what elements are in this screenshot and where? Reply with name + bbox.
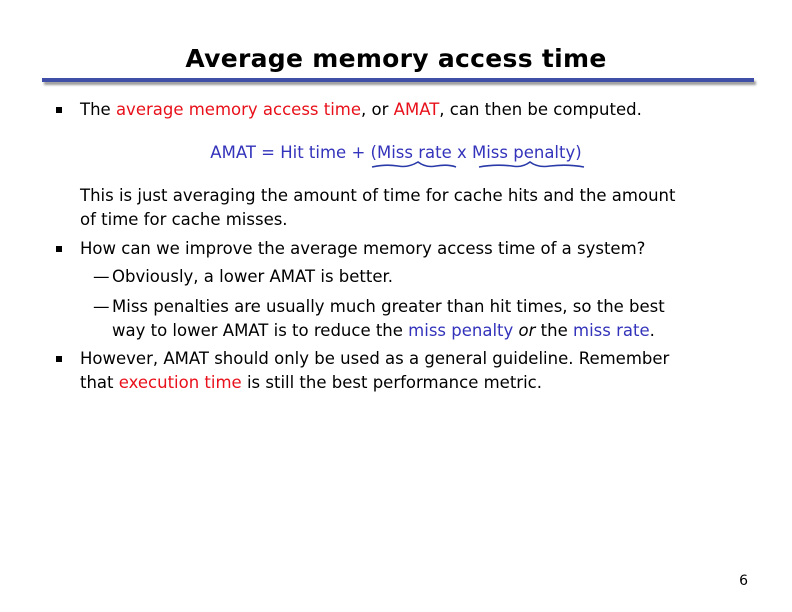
bullet-guideline-line-1: However, AMAT should only be used as a general guideline. Remember — [80, 349, 670, 368]
text: , or — [361, 100, 394, 119]
bullet-marker — [56, 356, 62, 362]
bullet-improve-amat: How can we improve the average memory access time of a system? — [80, 239, 646, 258]
text: , can then be computed. — [439, 100, 642, 119]
term-execution-time: execution time — [118, 373, 242, 392]
sub-bullet-lower-amat: Obviously, a lower AMAT is better. — [112, 267, 394, 286]
text: is still the best performance metric. — [241, 373, 542, 392]
explanation-line-2: of time for cache misses. — [80, 210, 288, 229]
bullet-guideline-line-2 — [80, 373, 542, 393]
page-number: 6 — [739, 573, 748, 589]
dash-marker: — — [93, 297, 110, 316]
amat-formula: AMAT = Hit time + (Miss rate x Miss penalty) — [210, 143, 582, 162]
term-miss-rate: miss rate — [573, 321, 650, 340]
brace-miss-penalty — [479, 162, 584, 167]
text: . — [649, 321, 655, 340]
text: that — [80, 373, 119, 392]
text: way to lower AMAT is to reduce the — [112, 321, 409, 340]
sub-bullet-miss-penalties-line-1: Miss penalties are usually much greater than hit times, so the best — [112, 297, 665, 316]
explanation-line-1: This is just averaging the amount of time for cache hits and the amount — [80, 186, 676, 205]
text: The — [80, 100, 116, 119]
term-amat: AMAT — [393, 100, 440, 119]
slide-title: Average memory access time — [185, 44, 607, 73]
text-or: or — [518, 321, 536, 340]
bullet-marker — [56, 246, 62, 252]
sub-bullet-miss-penalties-line-2: way to lower AMAT is to reduce the miss penalty or the miss rate. — [112, 321, 655, 340]
dash-marker: — — [93, 267, 110, 286]
term-miss-penalty: miss penalty — [408, 321, 514, 340]
brace-miss-rate — [372, 162, 456, 167]
term-average-memory-access-time: average memory access time — [115, 100, 362, 119]
